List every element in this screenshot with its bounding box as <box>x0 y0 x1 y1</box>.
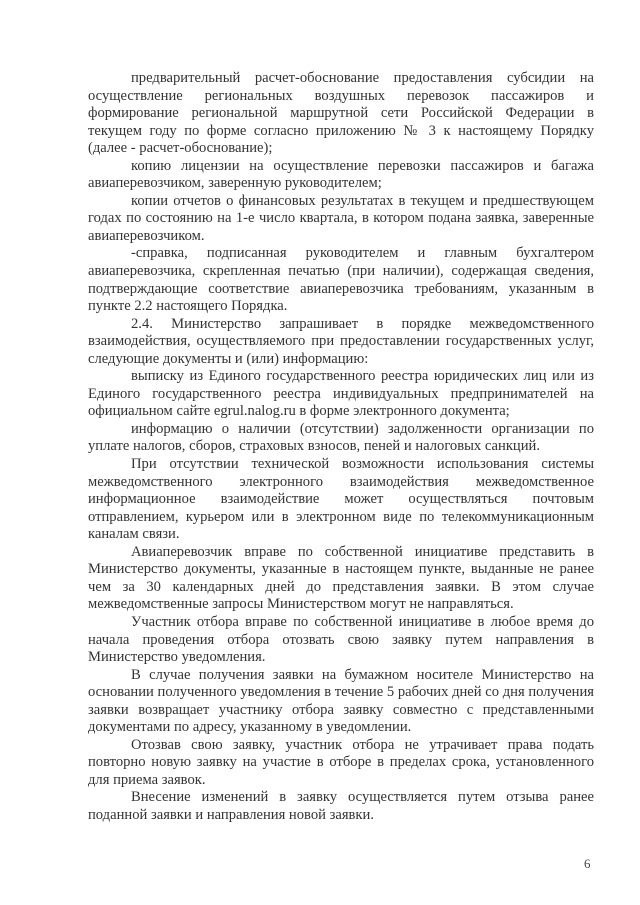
paragraph-clause-2-4: 2.4. Министерство запрашивает в порядке межведомственного взаимодействия, осуществляемого при предоставлении государственных услуг, следующие документы и (или) информацию: <box>88 315 594 367</box>
paragraph-license-copy: копию лицензии на осуществление перевозки пассажиров и багажа авиаперевозчиком, заверенную руководителем; <box>88 157 594 192</box>
paragraph-tax-debt-info: информацию о наличии (отсутствии) задолженности организации по уплате налогов, сборов, страховых взносов, пеней и налоговых санкций. <box>88 420 594 455</box>
paragraph-calculation: предварительный расчет-обоснование предоставления субсидии на осуществление региональных воздушных перевозок пассажиров и формирование региональной маршрутной сети Российской Федерации в текущем году по форме согласно приложению № 3 к настоящему Порядку (далее - расчет-обоснование); <box>88 70 594 157</box>
paragraph-resubmit: Отозвав свою заявку, участник отбора не утрачивает права подать повторно новую заявку на участие в отборе в пределах срока, установленного для приема заявок. <box>88 736 594 788</box>
paragraph-registry-extract: выписку из Единого государственного реестра юридических лиц или из Единого государственного реестра индивидуальных предпринимателей на официальном сайте egrul.nalog.ru в форме электронного документа; <box>88 368 594 420</box>
paragraph-paper-application: В случае получения заявки на бумажном носителе Министерство на основании полученного уведомления в течение 5 рабочих дней со дня получения заявки возвращает участнику отбора заявку совместно с представленными документами по адресу, указанному в уведомлении. <box>88 666 594 736</box>
paragraph-withdraw-application: Участник отбора вправе по собственной инициативе в любое время до начала проведения отбора отозвать свою заявку путем направления в Министерство уведомления. <box>88 613 594 666</box>
document-body <box>88 70 594 825</box>
paragraph-financial-reports: копии отчетов о финансовых результатах в текущем и предшествующем годах по состоянию на 1-е число квартала, в котором подана заявка, заверенные авиаперевозчиком. <box>88 192 594 244</box>
paragraph-certificate: -справка, подписанная руководителем и главным бухгалтером авиаперевозчика, скрепленная печатью (при наличии), содержащая сведения, подтверждающие соответствие авиаперевозчика требованиям, указанным в пункте 2.2 настоящего Порядка. <box>88 245 594 315</box>
paragraph-no-technical-possibility: При отсутствии технической возможности использования системы межведомственного электронного взаимодействия межведомственное информационное взаимодействие может осуществляться почтовым отправлением, курьером или в электронном виде по телекоммуникационным каналам связи. <box>88 456 594 543</box>
paragraph-changes: Внесение изменений в заявку осуществляется путем отзыва ранее поданной заявки и направления новой заявки. <box>88 789 594 823</box>
page-number: 6 <box>584 856 591 871</box>
paragraph-own-initiative: Авиаперевозчик вправе по собственной инициативе представить в Министерство документы, указанные в настоящем пункте, выданные не ранее чем за 30 календарных дней до представления заявки. В этом случае межведомственные запросы Министерством могут не направляться. <box>88 543 594 613</box>
